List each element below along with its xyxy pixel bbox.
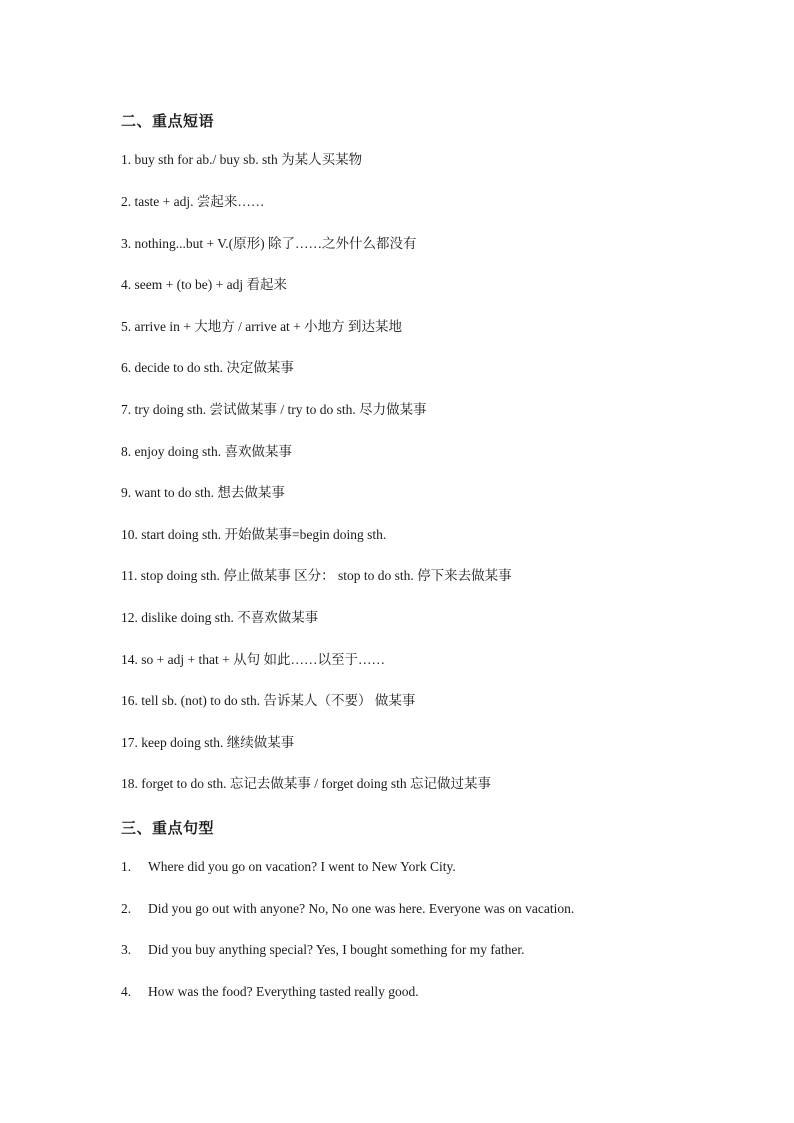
phrase-item-6: 6. decide to do sth. 决定做某事	[121, 360, 294, 375]
sentence-number: 2.	[121, 901, 132, 916]
phrase-item-10: 10. start doing sth. 开始做某事=begin doing sth.	[121, 527, 387, 542]
section-heading-key-phrases: 二、重点短语	[121, 112, 215, 130]
phrase-item-3: 3. nothing...but + V.(原形) 除了……之外什么都没有	[121, 236, 417, 251]
phrase-item-16: 16. tell sb. (not) to do sth. 告诉某人（不要） 做某事	[121, 693, 416, 708]
phrase-item-8: 8. enjoy doing sth. 喜欢做某事	[121, 444, 292, 459]
sentence-number: 3.	[121, 942, 132, 957]
phrase-item-2: 2. taste + adj. 尝起来……	[121, 194, 265, 209]
sentence-item-3	[121, 941, 524, 959]
sentence-number: 4.	[121, 984, 132, 999]
sentence-text: Did you buy anything special? Yes, I bought something for my father.	[148, 942, 525, 957]
sentence-text: Where did you go on vacation? I went to New York City.	[148, 859, 456, 874]
phrase-item-7: 7. try doing sth. 尝试做某事 / try to do sth. 尽力做某事	[121, 402, 427, 417]
phrase-item-4: 4. seem + (to be) + adj 看起来	[121, 277, 287, 292]
section-heading-key-sentences: 三、重点句型	[121, 819, 215, 837]
phrase-item-17: 17. keep doing sth. 继续做某事	[121, 735, 295, 750]
sentence-text: Did you go out with anyone? No, No one was here. Everyone was on vacation.	[148, 901, 575, 916]
sentence-item-4	[121, 983, 419, 1001]
sentence-number: 1.	[121, 859, 132, 874]
phrase-item-12: 12. dislike doing sth. 不喜欢做某事	[121, 610, 319, 625]
phrase-item-11: 11. stop doing sth. 停止做某事 区分： stop to do sth. 停下来去做某事	[121, 568, 512, 583]
sentence-item-2	[121, 900, 574, 918]
sentence-item-1	[121, 858, 456, 876]
phrase-item-9: 9. want to do sth. 想去做某事	[121, 485, 285, 500]
phrase-item-14: 14. so + adj + that + 从句 如此……以至于……	[121, 652, 385, 667]
phrase-item-5: 5. arrive in + 大地方 / arrive at + 小地方 到达某地	[121, 319, 403, 334]
sentence-text: How was the food? Everything tasted really good.	[148, 984, 419, 999]
phrase-item-1: 1. buy sth for ab./ buy sb. sth 为某人买某物	[121, 152, 363, 167]
phrase-item-18: 18. forget to do sth. 忘记去做某事 / forget doing sth 忘记做过某事	[121, 776, 491, 791]
